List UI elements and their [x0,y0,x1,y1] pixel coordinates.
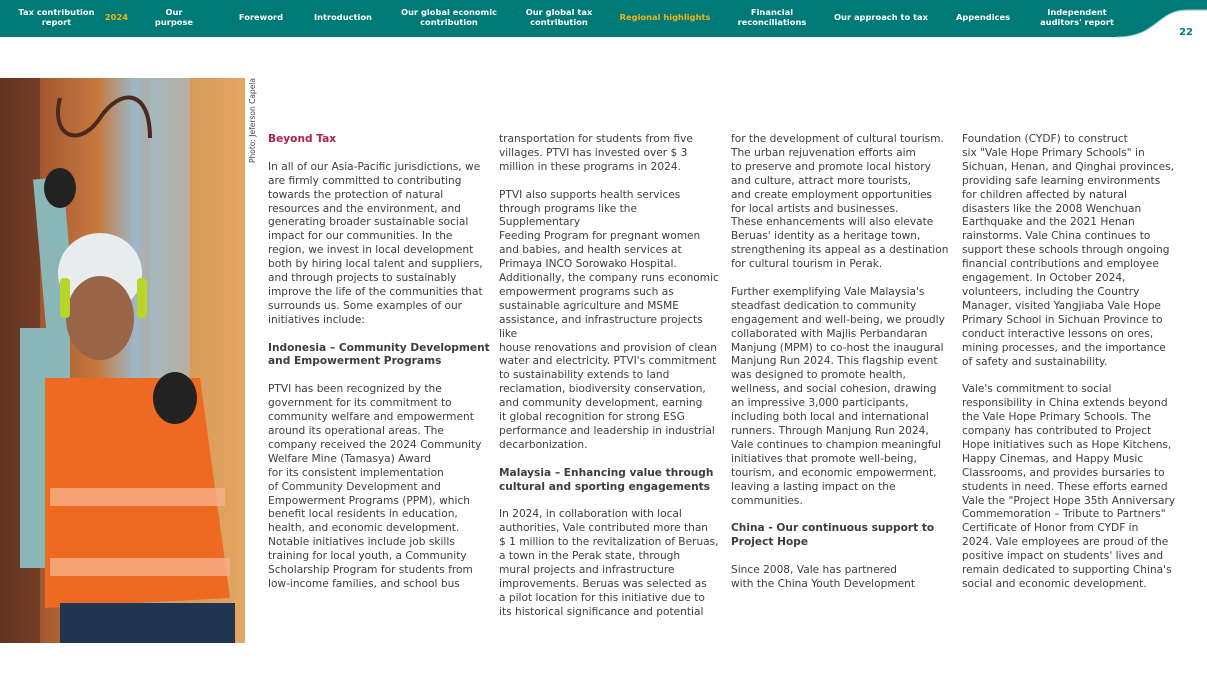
nav-regional-highlights[interactable]: Regional highlights [619,12,711,22]
subheading-malaysia: Malaysia – Enhancing value through cultural and sporting engagements [499,466,714,493]
worker-illustration [0,78,245,643]
nav-introduction[interactable]: Introduction [314,12,372,22]
nav-financial-reconciliations[interactable]: Financial reconciliations [737,7,807,27]
photo-credit: Photo: Jeferson Capela [248,78,257,163]
worker-photo [0,78,245,643]
text-column-4 [962,133,1184,606]
page-corner-curve [1117,0,1207,45]
nav-appendices[interactable]: Appendices [955,12,1011,22]
paragraph: PTVI has been recognized by the government for its commitment to community welfare and empowerment around its operational areas. The company received the 2024 Community Welfare Mine (Tamasya) Award for its consistent implementation of Community Development and Empowerment Programs (PPM), which benefit local residents in education, health, and economic development. Notable initiatives include job skills training for local youth, a Community Scholarship Program for students from low-income families, and school bus [268,383,482,590]
nav-tax-contribution-report[interactable] [8,0,128,34]
paragraph: Since 2008, Vale has partnered with the China Youth Development [731,564,916,590]
nav-report-year: 2024 [104,12,128,22]
top-navigation [0,0,1207,37]
paragraph: In all of our Asia-Pacific jurisdictions, we are firmly committed to contributing towards the protection of natural resources and the environment, and generating broader sustainable social impact for our communities. In the region, we invest in local development both by hiring local talent and suppliers, and through projects to sustainably improve the life of the communities that surrounds us. Some examples of our initiatives include: [268,160,483,326]
text-column-2 [499,133,721,634]
paragraph: PTVI also supports health services through programs like the Supplementary Feeding Program for pregnant women and babies, and health services at Primaya INCO Sorowako Hospital. Additionally, the company runs economic empowerment programs such as sustainable agriculture and MSME assistance, and infrastructure projects like house renovations and provision of clean water and electricity. PTVI's commitment to sustainability extends to land reclamation, biodiversity conservation, and community development, earning it global recognition for strong ESG performance and leadership in industrial decarbonization. [499,188,719,451]
section-title: Beyond Tax [268,133,337,145]
nav-global-economic-contribution[interactable]: Our global economic contribution [401,7,497,27]
text-column-1 [268,133,490,606]
nav-global-tax-contribution[interactable]: Our global tax contribution [525,7,593,27]
text-column-3 [731,133,953,606]
nav-approach-to-tax[interactable]: Our approach to tax [834,12,928,22]
nav-our-purpose[interactable]: Our purpose [154,7,194,27]
paragraph: Vale's commitment to social responsibility in China extends beyond the Vale Hope Primary Schools. The company has contributed to Project Hope initiatives such as Hope Kitchens, Happy Cinemas, and Happy Music Classrooms, and provides bursaries to students in need. These efforts earned Vale the "Project Hope 35th Anniversary Commemoration – Tribute to Partners" Certificate of Honor from CYDF in 2024. Vale employees are proud of the positive impact on students' lives and remain dedicated to supporting China's social and economic development. [962,383,1176,590]
paragraph: In 2024, in collaboration with local authorities, Vale contributed more than $ 1 million to the revitalization of Beruas, a town in the Perak state, through mural projects and infrastructure improvements. Beruas was selected as a pilot location for this initiative due to its historical significance and potential [499,508,719,618]
nav-independent-auditors-report[interactable]: Independent auditors' report [1040,7,1114,27]
paragraph: Foundation (CYDF) to construct six "Vale Hope Primary Schools" in Sichuan, Henan, and Qinghai provinces, providing safe learning environments for children affected by natural disasters like the 2008 Wenchuan Earthquake and the 2021 Henan rainstorms. Vale China continues to support these schools through ongoing financial contributions and employee engagement. In October 2024, volunteers, including the Country Manager, visited Yangjiaba Vale Hope Primary School in Sichuan Province to conduct interactive lessons on ores, mining processes, and the importance of safety and sustainability. [962,133,1175,368]
page-number: 22 [1179,27,1193,38]
subheading-china: China - Our continuous support to Project Hope [731,522,935,549]
paragraph: Further exemplifying Vale Malaysia's steadfast dedication to community engagement and well-being, we proudly collaborated with Majlis Perbandaran Manjung (MPM) to co-host the inaugural Manjung Run 2024. This flagship event was designed to promote health, wellness, and social cohesion, drawing an impressive 3,000 participants, including both local and international runners. Through Manjung Run 2024, Vale continues to champion meaningful initiatives that promote well-being, tourism, and economic empowerment, leaving a lasting impact on the communities. [731,285,945,507]
nav-report-label: Tax contribution report [18,7,95,27]
nav-foreword[interactable]: Foreword [238,12,284,22]
subheading-indonesia: Indonesia – Community Development and Empowerment Programs [268,341,490,368]
paragraph: transportation for students from five villages. PTVI has invested over $ 3 million in these programs in 2024. [499,133,693,173]
paragraph: for the development of cultural tourism. The urban rejuvenation efforts aim to preserve and promote local history and culture, attract more tourists, and create employment opportunities for local artists and businesses. These enhancements will also elevate Beruas' identity as a heritage town, strengthening its appeal as a destination for cultural tourism in Perak. [731,133,949,271]
